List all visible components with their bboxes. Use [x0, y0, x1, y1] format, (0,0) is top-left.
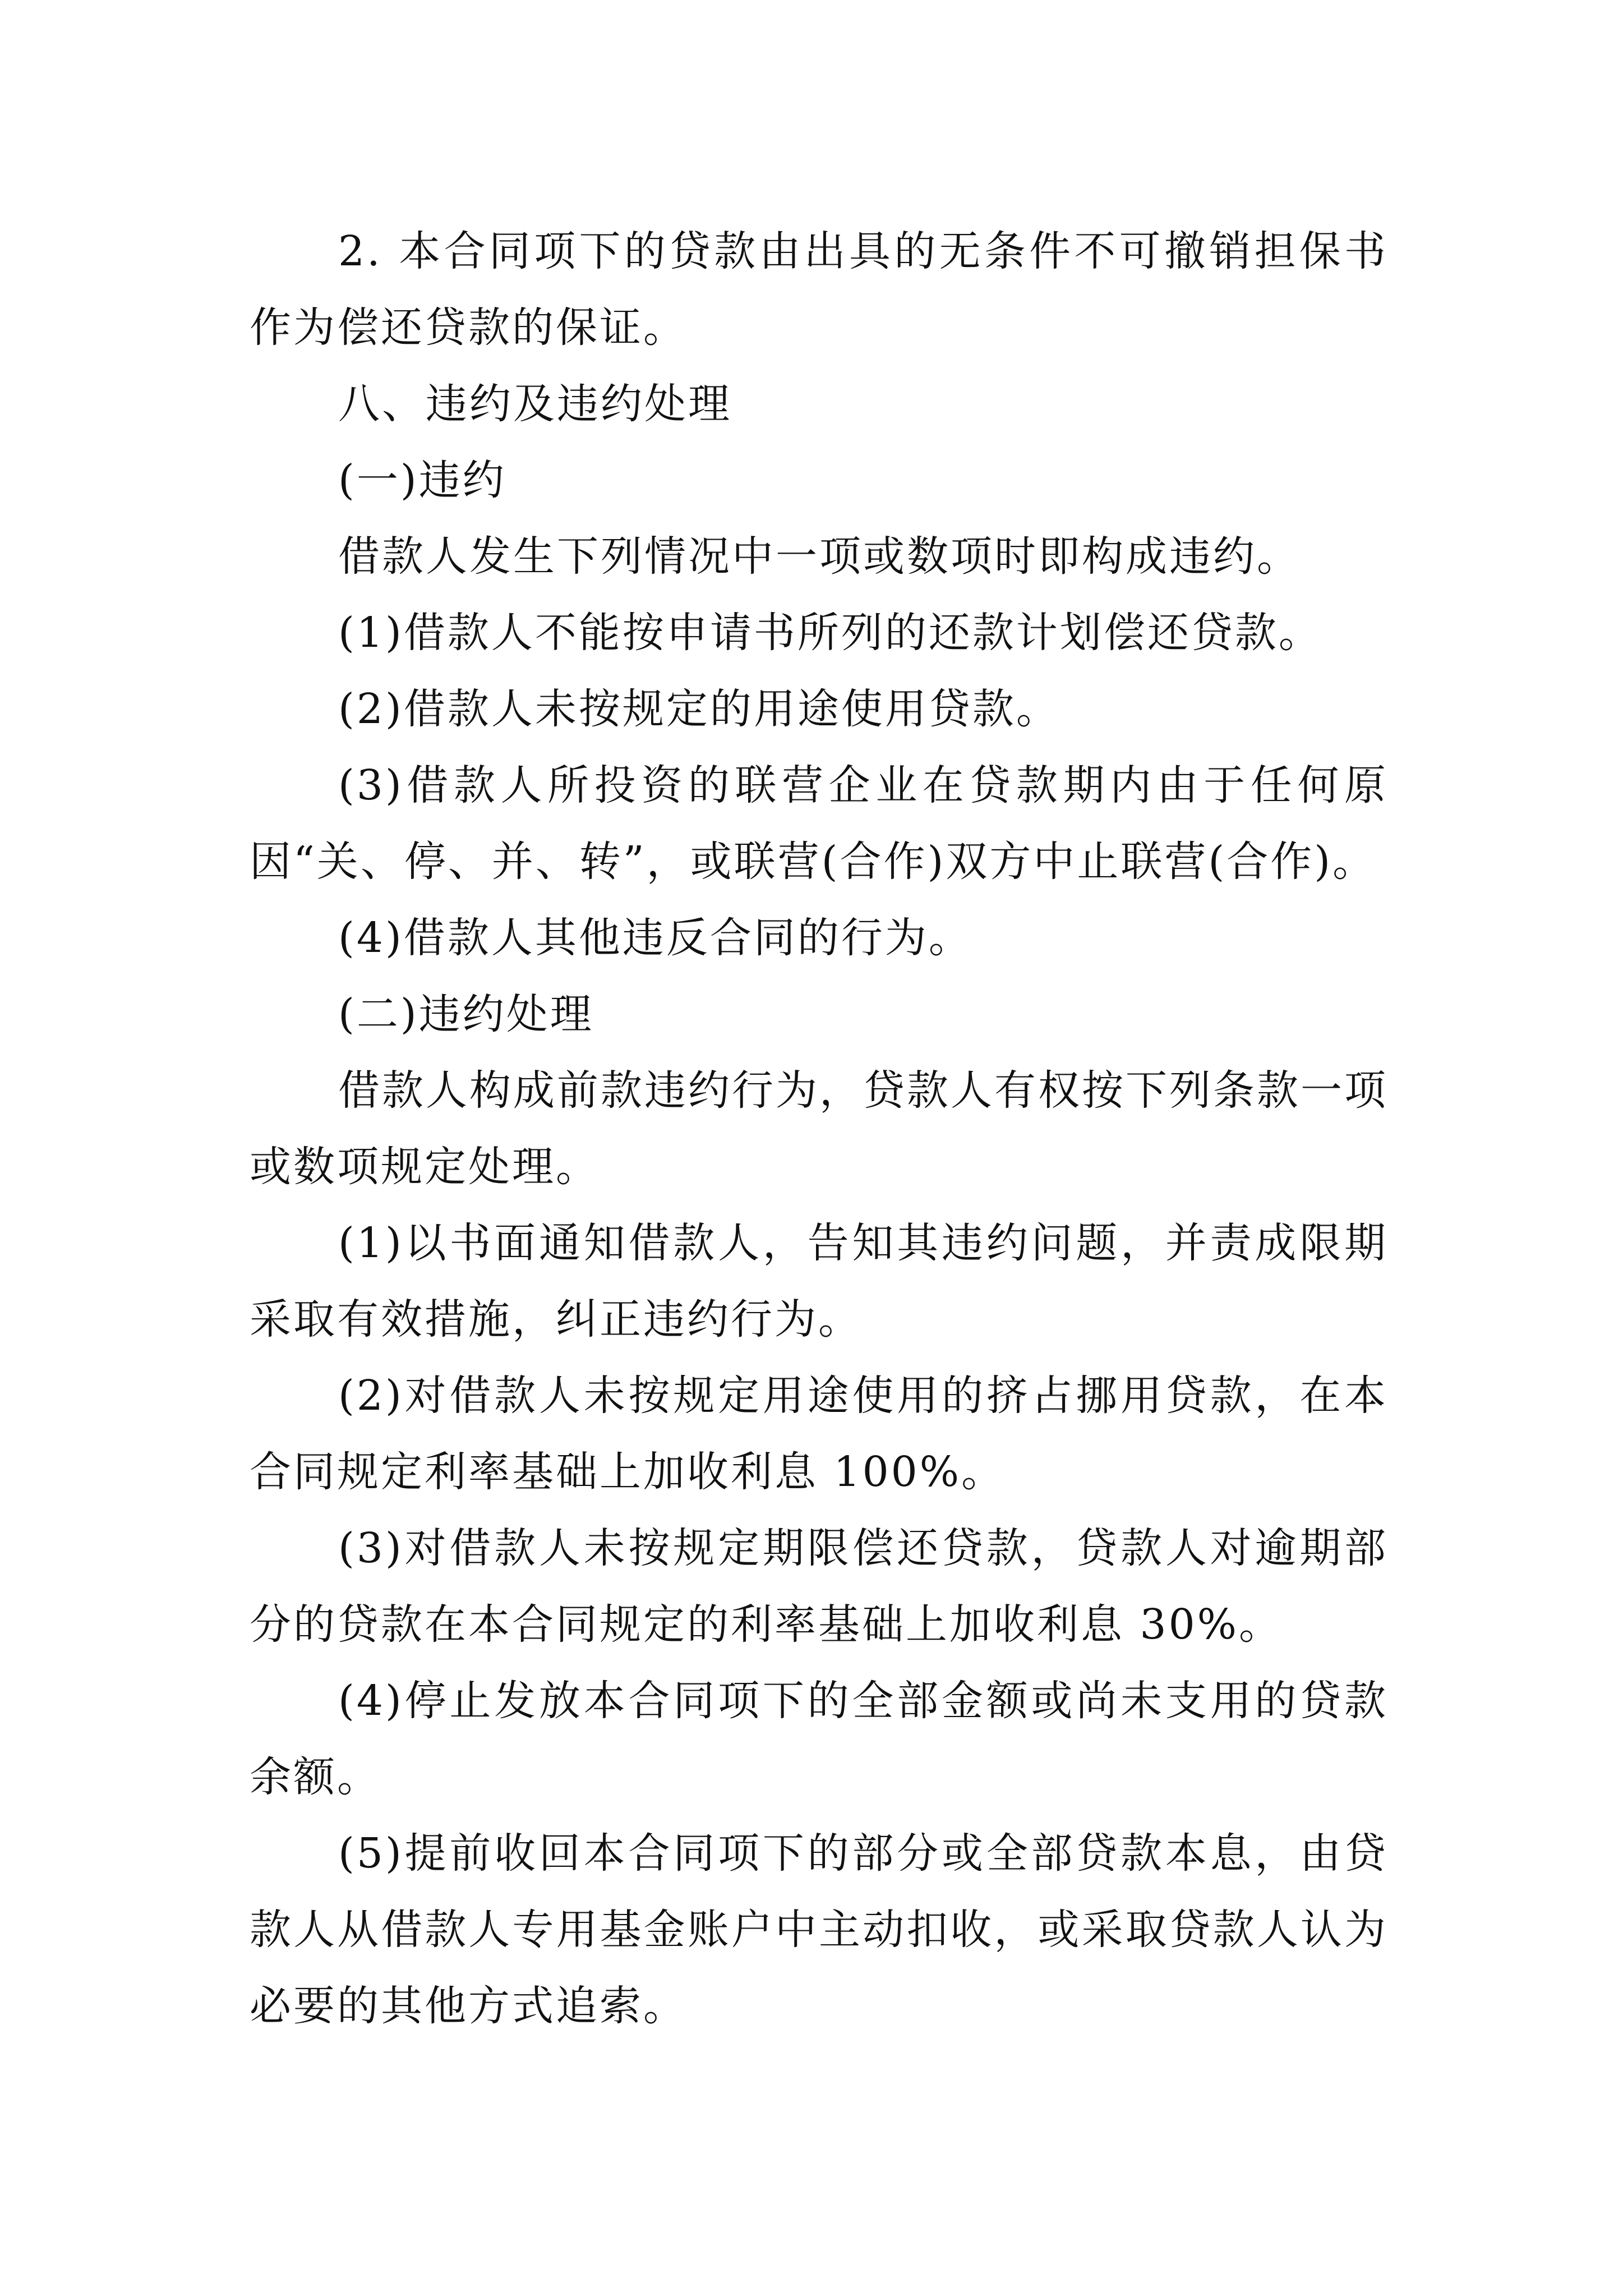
- handling-item-3: (3)对借款人未按规定期限偿还贷款，贷款人对逾期部分的贷款在本合同规定的利率基础上加收利息 30%。: [250, 1524, 1388, 1649]
- breach-item-3: (3)借款人所投资的联营企业在贷款期内由于任何原因“关、停、并、转”，或联营(合作)双方中止联营(合作)。: [250, 761, 1388, 886]
- paragraph-breach-intro: 借款人发生下列情况中一项或数项时即构成违约。: [338, 532, 1301, 581]
- handling-item-1: (1)以书面通知借款人，告知其违约问题，并责成限期采取有效措施，纠正违约行为。: [250, 1219, 1388, 1343]
- section-heading-breach: 八、违约及违约处理: [338, 380, 732, 428]
- breach-item-2: (2)借款人未按规定的用途使用贷款。: [338, 685, 1060, 733]
- contract-body: [250, 213, 1388, 2044]
- breach-item-1: (1)借款人不能按申请书所列的还款计划偿还贷款。: [338, 609, 1322, 657]
- handling-item-4: (4)停止发放本合同项下的全部金额或尚未支用的贷款余额。: [250, 1677, 1388, 1801]
- subsection-heading-breach: (一)违约: [338, 456, 506, 504]
- paragraph-handling-intro: 借款人构成前款违约行为，贷款人有权按下列条款一项或数项规定处理。: [250, 1066, 1388, 1191]
- paragraph-guarantee: 2. 本合同项下的贷款由出具的无条件不可撤销担保书作为偿还贷款的保证。: [250, 227, 1388, 352]
- subsection-heading-handling: (二)违约处理: [338, 990, 594, 1038]
- handling-item-5: (5)提前收回本合同项下的部分或全部贷款本息，由贷款人从借款人专用基金账户中主动扣收，或采取贷款人认为必要的其他方式追索。: [250, 1829, 1388, 2030]
- handling-item-2: (2)对借款人未按规定用途使用的挤占挪用贷款，在本合同规定利率基础上加收利息 100%。: [250, 1372, 1388, 1496]
- breach-item-4: (4)借款人其他违反合同的行为。: [338, 914, 972, 962]
